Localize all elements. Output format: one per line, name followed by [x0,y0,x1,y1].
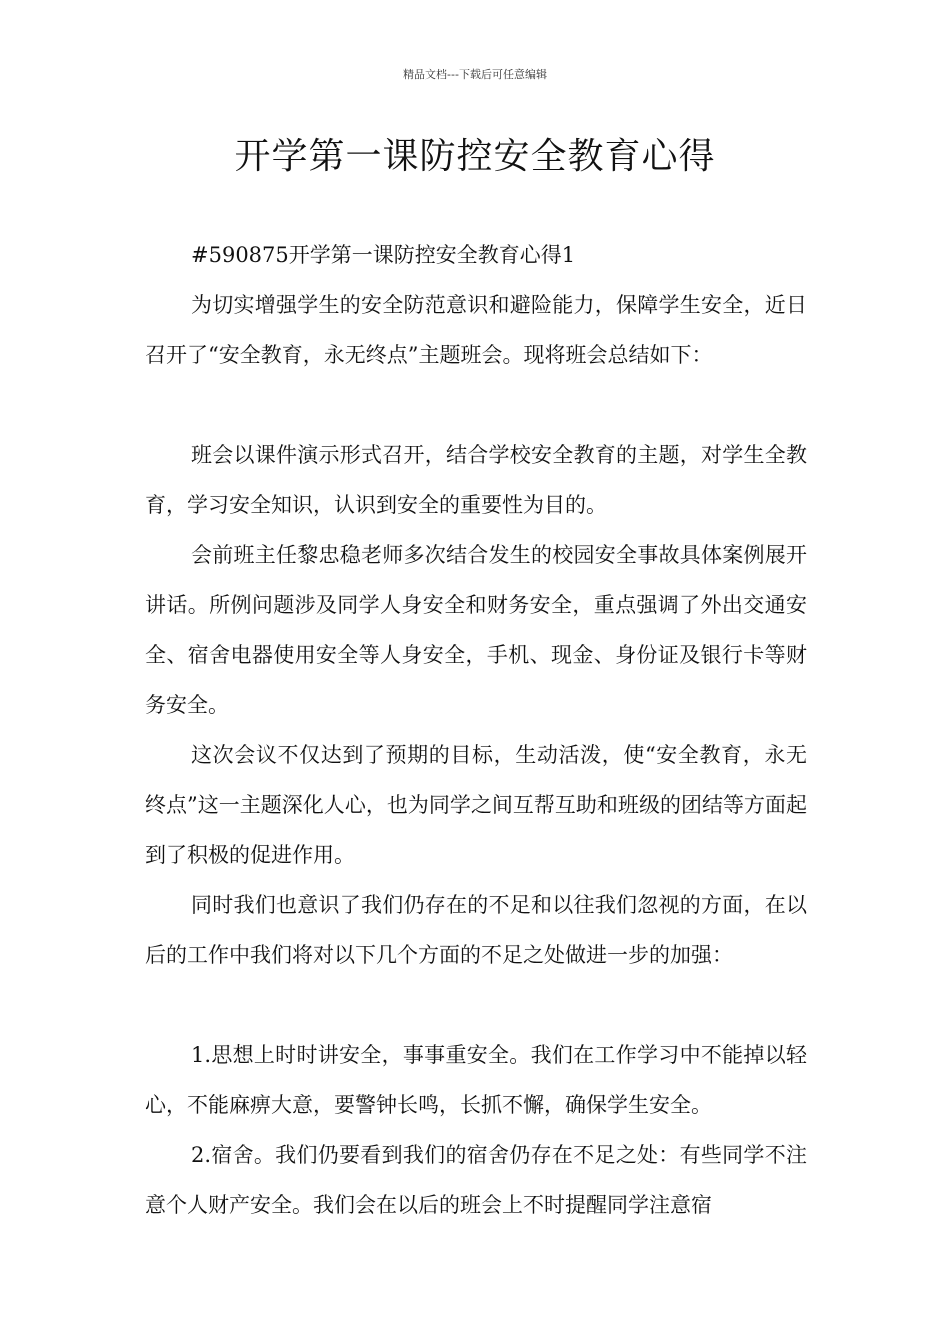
paragraph-heading: #590875开学第一课防控安全教育心得1 [191,243,576,267]
paragraph: 班会以课件演示形式召开，结合学校安全教育的主题，对学生全教育，学习安全知识，认识到安全的重要性为目的。 [145,443,807,517]
paragraph: 同时我们也意识了我们仍存在的不足和以往我们忽视的方面，在以后的工作中我们将对以下几个方面的不足之处做进一步的加强： [145,893,807,967]
paragraph: 为切实增强学生的安全防范意识和避险能力，保障学生安全，近日召开了“安全教育，永无终点”主题班会。现将班会总结如下： [145,293,807,367]
header-note: 精品文档---下载后可任意编辑 [403,68,547,81]
paragraph: 会前班主任黎忠稳老师多次结合发生的校园安全事故具体案例展开讲话。所例问题涉及同学人身安全和财务安全，重点强调了外出交通安全、宿舍电器使用安全等人身安全，手机、现金、身份证及银行卡等财务安全。 [145,543,807,717]
paragraph: 1.思想上时时讲安全，事事重安全。我们在工作学习中不能掉以轻心，不能麻痹大意，要警钟长鸣，长抓不懈，确保学生安全。 [145,1043,807,1117]
document-body [145,230,807,1230]
document-title: 开学第一课防控安全教育心得 [234,136,716,177]
paragraph: 这次会议不仅达到了预期的目标，生动活泼，使“安全教育，永无终点”这一主题深化人心，也为同学之间互帮互助和班级的团结等方面起到了积极的促进作用。 [145,743,807,867]
paragraph: 2.宿舍。我们仍要看到我们的宿舍仍存在不足之处：有些同学不注意个人财产安全。我们会在以后的班会上不时提醒同学注意宿 [145,1143,807,1217]
